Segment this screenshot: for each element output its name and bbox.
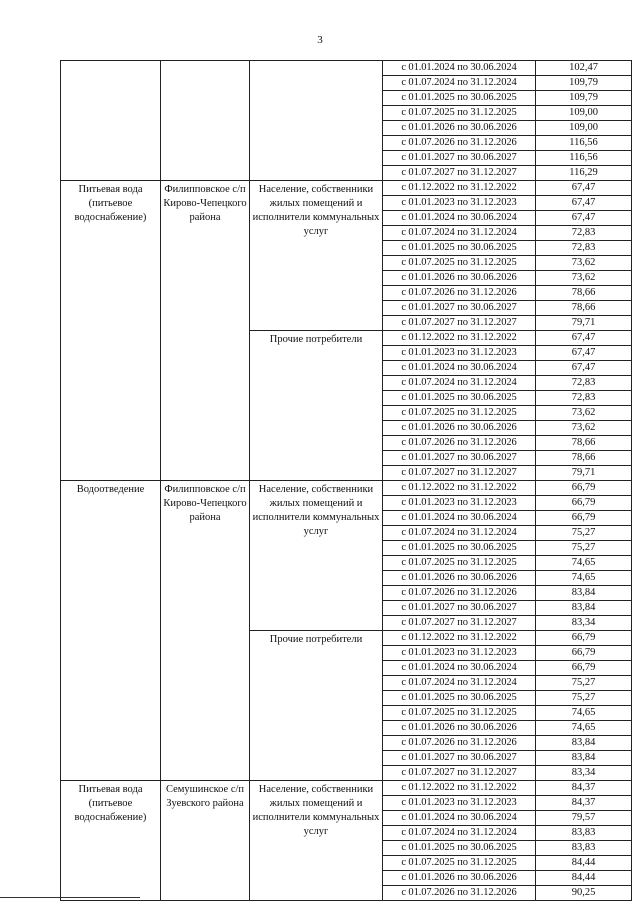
period-cell: с 01.07.2024 по 31.12.2024 bbox=[383, 376, 536, 391]
tariff-value-cell: 109,79 bbox=[536, 76, 632, 91]
period-cell: с 01.01.2024 по 30.06.2024 bbox=[383, 661, 536, 676]
period-cell: с 01.07.2025 по 31.12.2025 bbox=[383, 556, 536, 571]
tariff-value-cell: 72,83 bbox=[536, 376, 632, 391]
period-cell: с 01.01.2027 по 30.06.2027 bbox=[383, 451, 536, 466]
period-cell: с 01.07.2025 по 31.12.2025 bbox=[383, 856, 536, 871]
tariff-value-cell: 67,47 bbox=[536, 181, 632, 196]
period-cell: с 01.01.2027 по 30.06.2027 bbox=[383, 751, 536, 766]
period-cell: с 01.01.2024 по 30.06.2024 bbox=[383, 811, 536, 826]
tariff-value-cell: 72,83 bbox=[536, 241, 632, 256]
period-cell: с 01.12.2022 по 31.12.2022 bbox=[383, 631, 536, 646]
tariff-value-cell: 73,62 bbox=[536, 421, 632, 436]
tariff-value-cell: 84,37 bbox=[536, 796, 632, 811]
tariff-value-cell: 109,00 bbox=[536, 106, 632, 121]
tariff-value-cell: 66,79 bbox=[536, 511, 632, 526]
tariff-value-cell: 79,71 bbox=[536, 466, 632, 481]
period-cell: с 01.01.2023 по 31.12.2023 bbox=[383, 496, 536, 511]
tariff-value-cell: 67,47 bbox=[536, 361, 632, 376]
period-cell: с 01.01.2023 по 31.12.2023 bbox=[383, 796, 536, 811]
tariff-value-cell: 84,37 bbox=[536, 781, 632, 796]
territory-cell: Семушинское с/п Зуевского района bbox=[161, 781, 250, 901]
period-cell: с 01.01.2024 по 30.06.2024 bbox=[383, 61, 536, 76]
tariff-value-cell: 72,83 bbox=[536, 226, 632, 241]
period-cell: с 01.07.2025 по 31.12.2025 bbox=[383, 406, 536, 421]
tariff-value-cell: 66,79 bbox=[536, 661, 632, 676]
period-cell: с 01.07.2027 по 31.12.2027 bbox=[383, 616, 536, 631]
consumer-cell: Население, собственники жилых помещений и исполнители коммунальных услуг bbox=[250, 781, 383, 901]
tariff-value-cell: 116,56 bbox=[536, 136, 632, 151]
period-cell: с 01.01.2025 по 30.06.2025 bbox=[383, 541, 536, 556]
consumer-cell: Население, собственники жилых помещений и исполнители коммунальных услуг bbox=[250, 181, 383, 331]
tariff-value-cell: 67,47 bbox=[536, 196, 632, 211]
footnote-rule bbox=[0, 897, 140, 898]
period-cell: с 01.07.2024 по 31.12.2024 bbox=[383, 676, 536, 691]
tariff-value-cell: 83,84 bbox=[536, 601, 632, 616]
tariff-value-cell: 75,27 bbox=[536, 691, 632, 706]
tariff-value-cell: 109,79 bbox=[536, 91, 632, 106]
tariff-value-cell: 73,62 bbox=[536, 256, 632, 271]
period-cell: с 01.01.2025 по 30.06.2025 bbox=[383, 241, 536, 256]
table-row bbox=[61, 781, 632, 796]
period-cell: с 01.07.2024 по 31.12.2024 bbox=[383, 226, 536, 241]
tariff-value-cell: 78,66 bbox=[536, 301, 632, 316]
tariff-value-cell: 83,34 bbox=[536, 616, 632, 631]
period-cell: с 01.01.2026 по 30.06.2026 bbox=[383, 571, 536, 586]
tariff-value-cell: 67,47 bbox=[536, 346, 632, 361]
period-cell: с 01.01.2025 по 30.06.2025 bbox=[383, 841, 536, 856]
period-cell: с 01.01.2024 по 30.06.2024 bbox=[383, 511, 536, 526]
period-cell: с 01.07.2026 по 31.12.2026 bbox=[383, 286, 536, 301]
period-cell: с 01.01.2026 по 30.06.2026 bbox=[383, 721, 536, 736]
tariff-value-cell: 109,00 bbox=[536, 121, 632, 136]
consumer-cell: Прочие потребители bbox=[250, 631, 383, 781]
tariff-value-cell: 75,27 bbox=[536, 526, 632, 541]
tariff-value-cell: 83,84 bbox=[536, 751, 632, 766]
table-row bbox=[61, 61, 632, 76]
period-cell: с 01.01.2026 по 30.06.2026 bbox=[383, 871, 536, 886]
tariff-value-cell: 66,79 bbox=[536, 646, 632, 661]
period-cell: с 01.07.2025 по 31.12.2025 bbox=[383, 106, 536, 121]
period-cell: с 01.01.2025 по 30.06.2025 bbox=[383, 391, 536, 406]
tariff-value-cell: 83,84 bbox=[536, 736, 632, 751]
period-cell: с 01.07.2026 по 31.12.2026 bbox=[383, 736, 536, 751]
period-cell: с 01.07.2024 по 31.12.2024 bbox=[383, 76, 536, 91]
period-cell: с 01.07.2026 по 31.12.2026 bbox=[383, 886, 536, 901]
tariff-value-cell: 83,34 bbox=[536, 766, 632, 781]
period-cell: с 01.07.2026 по 31.12.2026 bbox=[383, 436, 536, 451]
tariff-value-cell: 90,25 bbox=[536, 886, 632, 901]
period-cell: с 01.12.2022 по 31.12.2022 bbox=[383, 481, 536, 496]
tariff-value-cell: 78,66 bbox=[536, 436, 632, 451]
service-cell: Питьевая вода (питьевое водоснабжение) bbox=[61, 781, 161, 901]
tariff-value-cell: 75,27 bbox=[536, 676, 632, 691]
tariff-value-cell: 78,66 bbox=[536, 451, 632, 466]
period-cell: с 01.01.2027 по 30.06.2027 bbox=[383, 301, 536, 316]
period-cell: с 01.07.2027 по 31.12.2027 bbox=[383, 466, 536, 481]
territory-cell: Филипповское с/п Кирово-Чепецкого района bbox=[161, 481, 250, 781]
table-row bbox=[61, 181, 632, 196]
tariff-value-cell: 74,65 bbox=[536, 571, 632, 586]
period-cell: с 01.01.2025 по 30.06.2025 bbox=[383, 691, 536, 706]
period-cell: с 01.01.2024 по 30.06.2024 bbox=[383, 361, 536, 376]
period-cell: с 01.07.2027 по 31.12.2027 bbox=[383, 166, 536, 181]
tariff-value-cell: 79,57 bbox=[536, 811, 632, 826]
period-cell: с 01.07.2026 по 31.12.2026 bbox=[383, 586, 536, 601]
period-cell: с 01.01.2025 по 30.06.2025 bbox=[383, 91, 536, 106]
period-cell: с 01.07.2025 по 31.12.2025 bbox=[383, 256, 536, 271]
period-cell: с 01.12.2022 по 31.12.2022 bbox=[383, 181, 536, 196]
period-cell: с 01.07.2024 по 31.12.2024 bbox=[383, 526, 536, 541]
tariff-value-cell: 73,62 bbox=[536, 406, 632, 421]
service-cell bbox=[61, 61, 161, 181]
period-cell: с 01.01.2026 по 30.06.2026 bbox=[383, 121, 536, 136]
consumer-cell: Прочие потребители bbox=[250, 331, 383, 481]
tariff-value-cell: 84,44 bbox=[536, 871, 632, 886]
period-cell: с 01.01.2023 по 31.12.2023 bbox=[383, 196, 536, 211]
tariff-value-cell: 116,29 bbox=[536, 166, 632, 181]
tariff-value-cell: 67,47 bbox=[536, 211, 632, 226]
consumer-cell: Население, собственники жилых помещений и исполнители коммунальных услуг bbox=[250, 481, 383, 631]
period-cell: с 01.01.2023 по 31.12.2023 bbox=[383, 346, 536, 361]
tariff-value-cell: 74,65 bbox=[536, 556, 632, 571]
period-cell: с 01.12.2022 по 31.12.2022 bbox=[383, 781, 536, 796]
tariff-value-cell: 83,84 bbox=[536, 586, 632, 601]
territory-cell bbox=[161, 61, 250, 181]
tariff-value-cell: 84,44 bbox=[536, 856, 632, 871]
tariff-table-body bbox=[61, 61, 632, 901]
tariff-value-cell: 83,83 bbox=[536, 826, 632, 841]
tariff-value-cell: 67,47 bbox=[536, 331, 632, 346]
tariff-value-cell: 66,79 bbox=[536, 631, 632, 646]
tariff-value-cell: 75,27 bbox=[536, 541, 632, 556]
table-row bbox=[61, 481, 632, 496]
tariff-value-cell: 73,62 bbox=[536, 271, 632, 286]
tariff-value-cell: 66,79 bbox=[536, 481, 632, 496]
period-cell: с 01.07.2024 по 31.12.2024 bbox=[383, 826, 536, 841]
tariff-value-cell: 72,83 bbox=[536, 391, 632, 406]
period-cell: с 01.01.2026 по 30.06.2026 bbox=[383, 271, 536, 286]
period-cell: с 01.07.2025 по 31.12.2025 bbox=[383, 706, 536, 721]
period-cell: с 01.01.2027 по 30.06.2027 bbox=[383, 601, 536, 616]
period-cell: с 01.07.2027 по 31.12.2027 bbox=[383, 316, 536, 331]
tariff-value-cell: 66,79 bbox=[536, 496, 632, 511]
tariff-value-cell: 78,66 bbox=[536, 286, 632, 301]
period-cell: с 01.01.2023 по 31.12.2023 bbox=[383, 646, 536, 661]
page-number: 3 bbox=[317, 34, 323, 46]
service-cell: Водоотведение bbox=[61, 481, 161, 781]
tariff-value-cell: 102,47 bbox=[536, 61, 632, 76]
period-cell: с 01.01.2027 по 30.06.2027 bbox=[383, 151, 536, 166]
period-cell: с 01.07.2026 по 31.12.2026 bbox=[383, 136, 536, 151]
period-cell: с 01.01.2024 по 30.06.2024 bbox=[383, 211, 536, 226]
tariff-table bbox=[60, 60, 632, 901]
tariff-value-cell: 79,71 bbox=[536, 316, 632, 331]
period-cell: с 01.07.2027 по 31.12.2027 bbox=[383, 766, 536, 781]
period-cell: с 01.01.2026 по 30.06.2026 bbox=[383, 421, 536, 436]
tariff-value-cell: 74,65 bbox=[536, 721, 632, 736]
service-cell: Питьевая вода (питьевое водоснабжение) bbox=[61, 181, 161, 481]
tariff-value-cell: 116,56 bbox=[536, 151, 632, 166]
consumer-cell bbox=[250, 61, 383, 181]
territory-cell: Филипповское с/п Кирово-Чепецкого района bbox=[161, 181, 250, 481]
tariff-value-cell: 74,65 bbox=[536, 706, 632, 721]
period-cell: с 01.12.2022 по 31.12.2022 bbox=[383, 331, 536, 346]
tariff-value-cell: 83,83 bbox=[536, 841, 632, 856]
